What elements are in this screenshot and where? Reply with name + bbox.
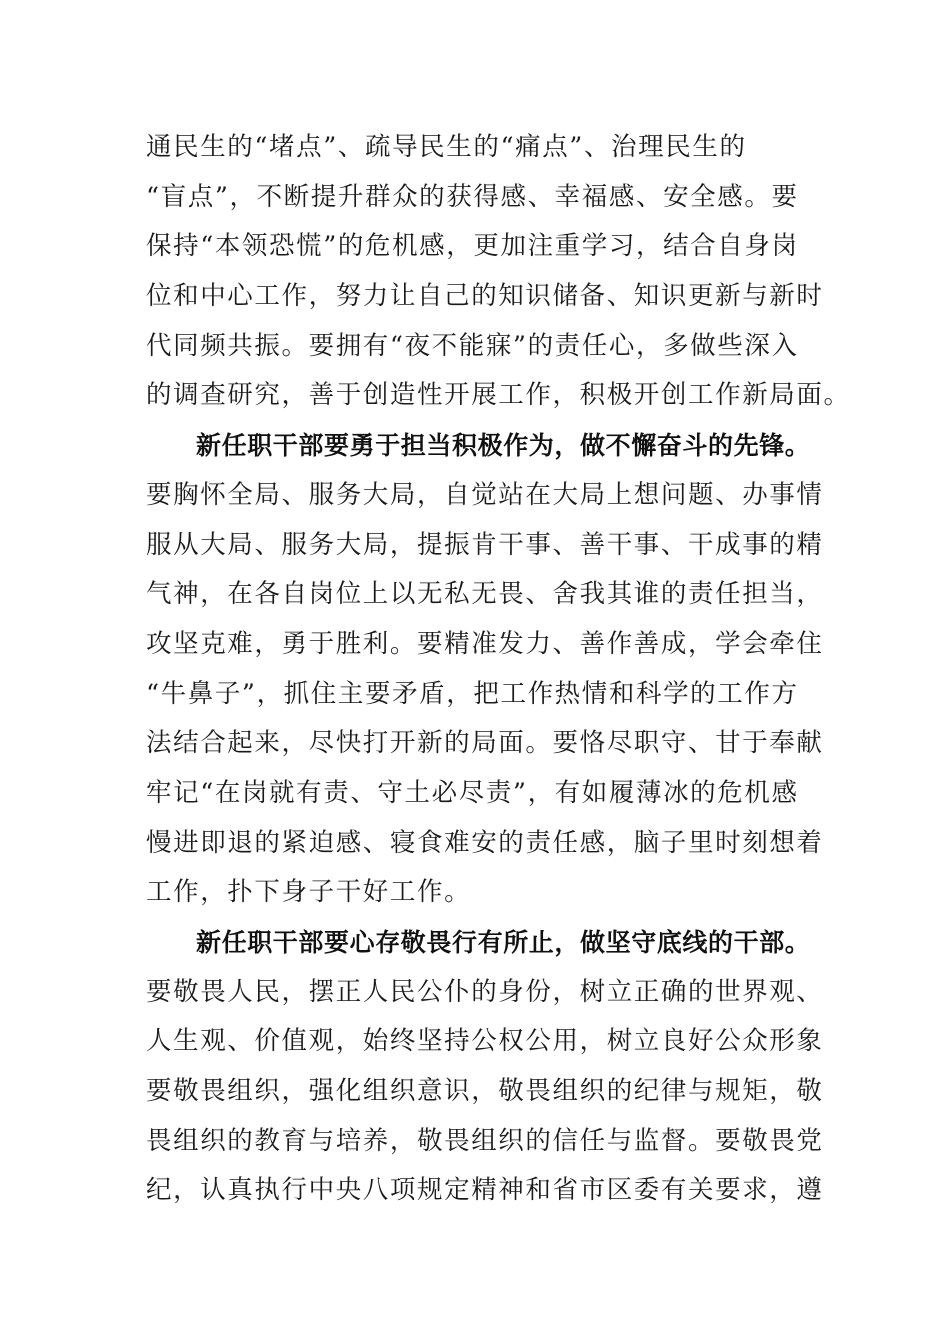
body-text bbox=[146, 123, 851, 1216]
text-line: 人生观、价值观，始终坚持公权公用，树立良好公众形象 bbox=[146, 1026, 824, 1057]
text-line: 通民生的“堵点”、疏导民生的“痛点”、治理民生的 bbox=[146, 132, 747, 162]
text-line: 纪，认真执行中央八项规定精神和省市区委有关要求，遵 bbox=[146, 1175, 824, 1206]
text-line: 代同频共振。要拥有“夜不能寐”的责任心，多做些深入 bbox=[146, 330, 799, 361]
text-line: “盲点”，不断提升群众的获得感、幸福感、安全感。要 bbox=[146, 181, 799, 212]
text-line: “牛鼻子”，抓住主要矛盾，把工作热情和科学的工作方 bbox=[146, 678, 799, 709]
text-line: 畏组织的教育与培养，敬畏组织的信任与监督。要敬畏党 bbox=[146, 1125, 824, 1156]
paragraph-heading-line: 新任职干部要勇于担当积极作为，做不懈奋斗的先锋。 bbox=[196, 431, 811, 461]
text-line: 要胸怀全局、服务大局，自觉站在大局上想问题、办事情 bbox=[146, 479, 824, 510]
text-line: 工作，扑下身子干好工作。 bbox=[146, 877, 472, 908]
text-line: 位和中心工作，努力让自己的知识储备、知识更新与新时 bbox=[146, 281, 824, 312]
text-line: 要敬畏人民，摆正人民公仆的身份，树立正确的世界观、 bbox=[146, 976, 824, 1007]
text-line: 服从大局、服务大局，提振肯干事、善干事、干成事的精 bbox=[146, 529, 824, 560]
text-line: 法结合起来，尽快打开新的局面。要恪尽职守、甘于奉献 bbox=[146, 728, 824, 759]
text-line: 保持“本领恐慌”的危机感，更加注重学习，结合自身岗 bbox=[146, 231, 799, 262]
text-line: 慢进即退的紧迫感、寝食难安的责任感，脑子里时刻想着 bbox=[146, 827, 824, 858]
text-line: 要敬畏组织，强化组织意识，敬畏组织的纪律与规矩，敬 bbox=[146, 1076, 824, 1107]
text-line: 牢记“在岗就有责、守土必尽责”，有如履薄冰的危机感 bbox=[146, 777, 799, 808]
text-line: 气神，在各自岗位上以无私无畏、舍我其谁的责任担当， bbox=[146, 579, 824, 610]
text-line: 攻坚克难，勇于胜利。要精准发力、善作善成，学会牵住 bbox=[146, 628, 824, 659]
paragraph-heading-line: 新任职干部要心存敬畏行有所止，做坚守底线的干部。 bbox=[196, 928, 811, 957]
text-line: 的调查研究，善于创造性开展工作，积极开创工作新局面。 bbox=[146, 380, 851, 411]
